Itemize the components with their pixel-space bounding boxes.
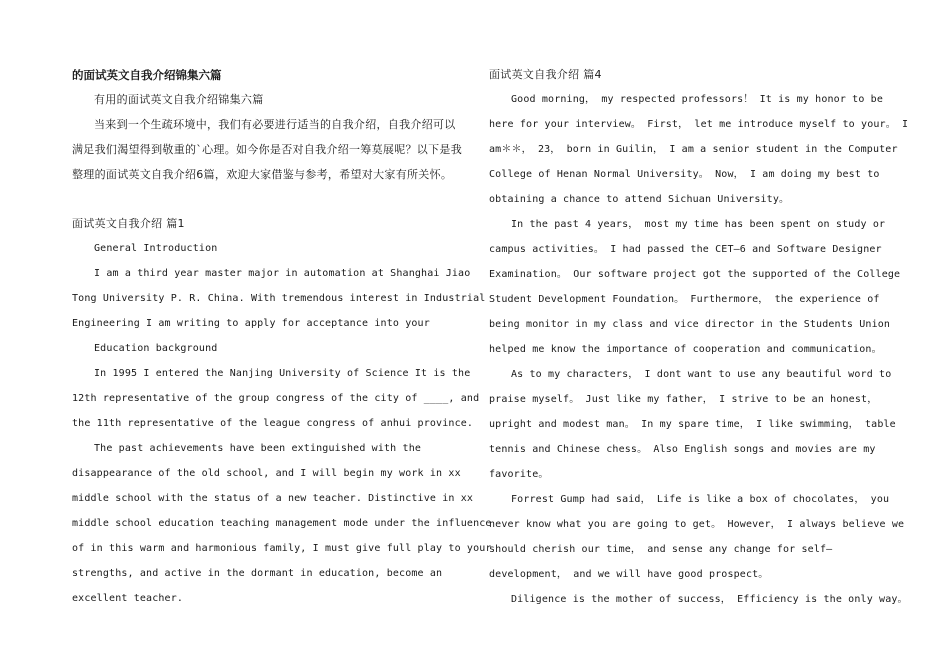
document-title: 的面试英文自我介绍锦集六篇 bbox=[72, 68, 222, 82]
subtitle: 有用的面试英文自我介绍锦集六篇 bbox=[94, 93, 264, 106]
body-line: In 1995 I entered the Nanjing University of Science It is the bbox=[94, 368, 471, 379]
body-line: disappearance of the old school, and I will begin my work in xx bbox=[72, 468, 461, 479]
body-line: College of Henan Normal University。 Now， I am doing my best to bbox=[489, 169, 880, 180]
body-line: In the past 4 years， most my time has been spent on study or bbox=[511, 219, 886, 230]
body-line: Forrest Gump had said， Life is like a box of chocolates， you bbox=[511, 494, 890, 505]
body-line: campus activities。 I had passed the CET—6 and Software Designer bbox=[489, 244, 882, 255]
body-line: Good morning， my respected professors！ It is my honor to be bbox=[511, 94, 884, 105]
body-line: middle school education teaching management mode under the influence bbox=[72, 518, 492, 529]
body-line: Diligence is the mother of success， Efficiency is the only way。 bbox=[511, 594, 908, 605]
body-line: never know what you are going to get。 However， I always believe we bbox=[489, 519, 905, 530]
body-line: The past achievements have been extinguished with the bbox=[94, 443, 422, 454]
body-line: favorite。 bbox=[489, 469, 549, 480]
body-line: Examination。 Our software project got the supported of the College bbox=[489, 269, 901, 280]
body-line: excellent teacher. bbox=[72, 593, 184, 604]
body-line: Tong University P. R. China. With tremendous interest in Industrial bbox=[72, 293, 486, 304]
body-line: of in this warm and harmonious family, I must give full play to your bbox=[72, 543, 492, 554]
body-line: should cherish our time， and sense any change for self— bbox=[489, 544, 833, 555]
body-line: here for your interview。 First， let me introduce myself to your。 I bbox=[489, 119, 909, 130]
body-line: 12th representative of the group congress of the city of ____, and bbox=[72, 393, 480, 404]
section-heading-1: 面试英文自我介绍 篇1 bbox=[72, 217, 185, 230]
body-line: obtaining a chance to attend Sichuan University。 bbox=[489, 194, 790, 205]
body-line: being monitor in my class and vice director in the Students Union bbox=[489, 319, 891, 330]
intro-line-2: 满足我们渴望得到敬重的`心理。如今你是否对自我介绍一筹莫展呢？以下是我 bbox=[72, 143, 462, 156]
intro-line-1: 当来到一个生疏环境中，我们有必要进行适当的自我介绍，自我介绍可以 bbox=[94, 118, 456, 131]
body-line: the 11th representative of the league congress of anhui province. bbox=[72, 418, 474, 429]
body-line: tennis and Chinese chess。 Also English songs and movies are my bbox=[489, 444, 876, 455]
body-line: praise myself。 Just like my father， I strive to be an honest， bbox=[489, 394, 878, 405]
body-line: Student Development Foundation。 Furthermore， the experience of bbox=[489, 294, 880, 305]
body-line: upright and modest man。 In my spare time， I like swimming， table bbox=[489, 419, 896, 430]
body-line: General Introduction bbox=[94, 243, 218, 254]
body-line: Education background bbox=[94, 343, 218, 354]
body-line: middle school with the status of a new teacher. Distinctive in xx bbox=[72, 493, 474, 504]
body-line: helped me know the importance of cooperation and communication。 bbox=[489, 344, 882, 355]
body-line: Engineering I am writing to apply for acceptance into your bbox=[72, 318, 430, 329]
body-line: I am a third year master major in automation at Shanghai Jiao bbox=[94, 268, 471, 279]
intro-line-3: 整理的面试英文自我介绍6篇，欢迎大家借鉴与参考，希望对大家有所关怀。 bbox=[72, 168, 453, 181]
body-line: development， and we will have good prospect。 bbox=[489, 569, 769, 580]
body-line: As to my characters， I dont want to use any beautiful word to bbox=[511, 369, 892, 380]
section-heading-4: 面试英文自我介绍 篇4 bbox=[489, 68, 602, 81]
body-line: strengths, and active in the dormant in education, become an bbox=[72, 568, 443, 579]
body-line: am＊＊， 23， born in Guilin， I am a senior student in the Computer bbox=[489, 144, 898, 155]
